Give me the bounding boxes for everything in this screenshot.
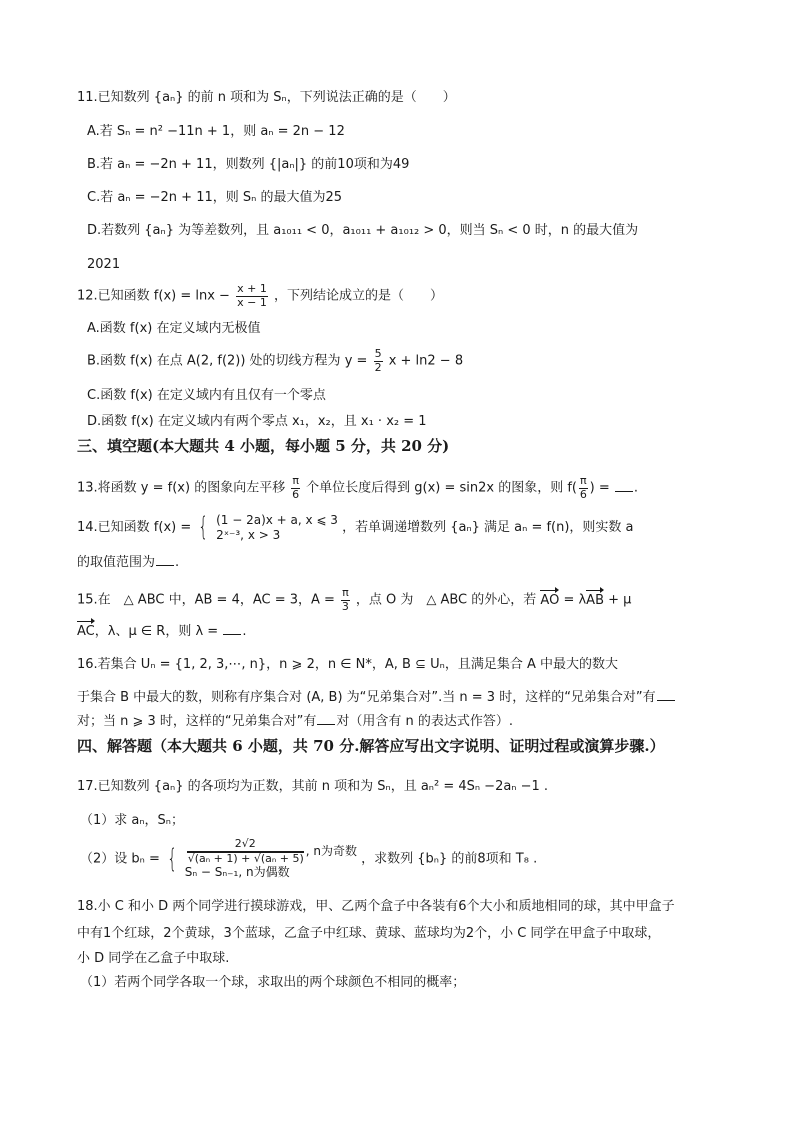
q12-stem-pre: 12.已知函数 f(x) = lnx −: [77, 288, 230, 304]
q14-post: ，若单调递增数列 {aₙ} 满足 aₙ = f(n)，则实数 a: [342, 520, 634, 536]
q14-answer-blank[interactable]: [156, 555, 174, 566]
q15-frac-num: π: [342, 586, 349, 599]
q17-part-1: （1）求 aₙ，Sₙ；: [80, 813, 184, 828]
q18-line-2: 中有1个红球，2个黄球，3个蓝球，乙盒子中红球、黄球、蓝球均为2个，小 C 同学在甲盒子中取球，: [77, 926, 661, 941]
q15-vector-ab: AB: [586, 592, 604, 608]
q17-case1-cond: , n为奇数: [305, 844, 358, 859]
q12-b-frac-num: 5: [374, 347, 382, 360]
q13-fraction-1: [291, 475, 300, 501]
q12-option-a: A.函数 f(x) 在定义域内无极值: [87, 321, 261, 336]
q11-option-b: B.若 aₙ = −2n + 11，则数列 {|aₙ|} 的前10项和为49: [87, 157, 410, 172]
q16-line3a: 对；当 n ⩾ 3 时，这样的“兄弟集合对”有: [77, 714, 317, 729]
q15-fraction: [341, 587, 350, 613]
q12-fraction: [236, 283, 268, 309]
q15-pre: 15.在 △ ABC 中，AB = 4，AC = 3，A =: [77, 592, 335, 608]
q13-frac2-num: π: [580, 474, 587, 487]
q12-stem: [77, 283, 443, 309]
q12-frac-den: x − 1: [237, 295, 267, 309]
q17-p2-post: ，求数列 {bₙ} 的前8项和 T₈ .: [361, 851, 538, 867]
q17-part-2: [80, 838, 537, 880]
q17-case1-fraction: [187, 838, 304, 865]
q17-case-1: [185, 838, 357, 865]
q12-option-b-post: x + ln2 − 8: [388, 353, 464, 369]
q17-case-2: Sₙ − Sₙ₋₁, n为偶数: [184, 865, 290, 880]
q16-answer-blank-2[interactable]: [317, 714, 335, 725]
q14-line-2: [77, 555, 179, 571]
q11-option-d: D.若数列 {aₙ} 为等差数列，且 a₁₀₁₁ < 0，a₁₀₁₁ + a₁₀₁₂ > 0，则当 Sₙ < 0 时，n 的最大值为: [87, 223, 639, 238]
q17-stem: 17.已知数列 {aₙ} 的各项均为正数，其前 n 项和为 Sₙ，且 aₙ² = 4Sₙ −2aₙ −1 .: [77, 779, 549, 794]
q14-brace: {: [198, 512, 209, 542]
q15-vector-ao: AO: [540, 592, 560, 608]
q17-p2-pre: （2）设 bₙ =: [80, 851, 160, 867]
q13-frac2-den: 6: [579, 487, 587, 501]
q11-option-d-tail: 2021: [87, 257, 121, 272]
q15-answer-blank[interactable]: [223, 624, 241, 635]
q13-frac-den: 6: [292, 487, 300, 501]
q12-b-frac-den: 2: [374, 360, 382, 374]
q14-line: [77, 512, 634, 543]
q12-option-b-fraction: [374, 348, 383, 374]
q13-answer-blank[interactable]: [615, 481, 633, 492]
q15-end: .: [242, 624, 247, 639]
q14-line2-text: 的取值范围为: [77, 555, 156, 570]
q13-end: .: [633, 480, 639, 496]
q16-line-1: 16.若集合 Uₙ = {1, 2, 3,⋯, n}，n ⩾ 2，n ∈ N*，A, B ⊆ Uₙ，且满足集合 A 中最大的数大: [77, 657, 618, 672]
q13-pre: 13.将函数 y = f(x) 的图象向左平移: [77, 480, 286, 496]
q14-case-1: (1 − 2a)x + a, x ⩽ 3: [216, 512, 338, 527]
q18-part-1: （1）若两个同学各取一个球，求取出的两个球颜色不相同的概率；: [80, 975, 466, 990]
q12-frac-num: x + 1: [237, 282, 267, 295]
q11-option-c: C.若 aₙ = −2n + 11，则 Sₙ 的最大值为25: [87, 190, 342, 205]
q13-mid: 个单位长度后得到 g(x) = sin2x 的图象，则 f(: [306, 480, 578, 496]
q13-fraction-2: [579, 475, 588, 501]
q15-line: [77, 587, 631, 613]
q18-line-3: 小 D 同学在乙盒子中取球.: [77, 951, 230, 966]
q15-line2-text: ，λ、μ ∈ R，则 λ =: [94, 624, 219, 639]
q15-eq: = λ: [563, 592, 587, 608]
q15-vector-ac: AC: [77, 624, 95, 639]
q12-option-b: [87, 348, 463, 374]
q14-pre: 14.已知函数 f(x) =: [77, 520, 192, 536]
section-3-heading: 三、填空题(本大题共 4 小题，每小题 5 分，共 20 分): [77, 437, 450, 455]
q17-cases: [185, 838, 357, 880]
q12-option-c: C.函数 f(x) 在定义域内有且仅有一个零点: [87, 388, 326, 403]
q17-case1-den: √(aₙ + 1) + √(aₙ + 5): [187, 851, 304, 865]
q15-frac-den: 3: [341, 599, 349, 613]
q15-mid: ，点 O 为 △ ABC 的外心，若: [355, 592, 537, 608]
q13-line: [77, 475, 638, 501]
q17-brace: {: [167, 843, 178, 874]
q16-line2-text: 于集合 B 中最大的数，则称有序集合对 (A, B) 为“兄弟集合对”.当 n = 3 时，这样的“兄弟集合对”有: [77, 690, 656, 705]
q11-stem: 11.已知数列 {aₙ} 的前 n 项和为 Sₙ，下列说法正确的是（ ）: [77, 90, 456, 105]
q15-line-2: [77, 624, 246, 640]
q14-cases: [216, 513, 338, 543]
q17-case1-num: 2√2: [187, 838, 304, 852]
q16-answer-blank-1[interactable]: [657, 690, 675, 701]
q13-post: ) =: [589, 480, 610, 496]
q12-stem-post: ，下列结论成立的是（ ）: [273, 288, 443, 304]
q13-frac-num: π: [292, 474, 299, 487]
q16-line-3: [77, 714, 513, 730]
q16-line3b: 对（用含有 n 的表达式作答）.: [336, 714, 514, 729]
q12-option-b-pre: B.函数 f(x) 在点 A(2, f(2)) 处的切线方程为 y =: [87, 353, 368, 369]
q11-option-a: A.若 Sₙ = n² −11n + 1，则 aₙ = 2n − 12: [87, 124, 345, 139]
q12-option-d: D.函数 f(x) 在定义域内有两个零点 x₁，x₂，且 x₁ · x₂ = 1: [87, 414, 427, 429]
q14-end: .: [175, 555, 180, 570]
q18-line-1: 18.小 C 和小 D 两个同学进行摸球游戏，甲、乙两个盒子中各装有6个大小和质地相同的球，其中甲盒子: [77, 899, 675, 914]
q15-plus: + μ: [608, 592, 632, 608]
q14-case-2: 2ˣ⁻³, x > 3: [216, 527, 281, 542]
q16-line-2: [77, 690, 676, 706]
section-4-heading: 四、解答题（本大题共 6 小题，共 70 分.解答应写出文字说明、证明过程或演算步骤.）: [77, 737, 665, 755]
